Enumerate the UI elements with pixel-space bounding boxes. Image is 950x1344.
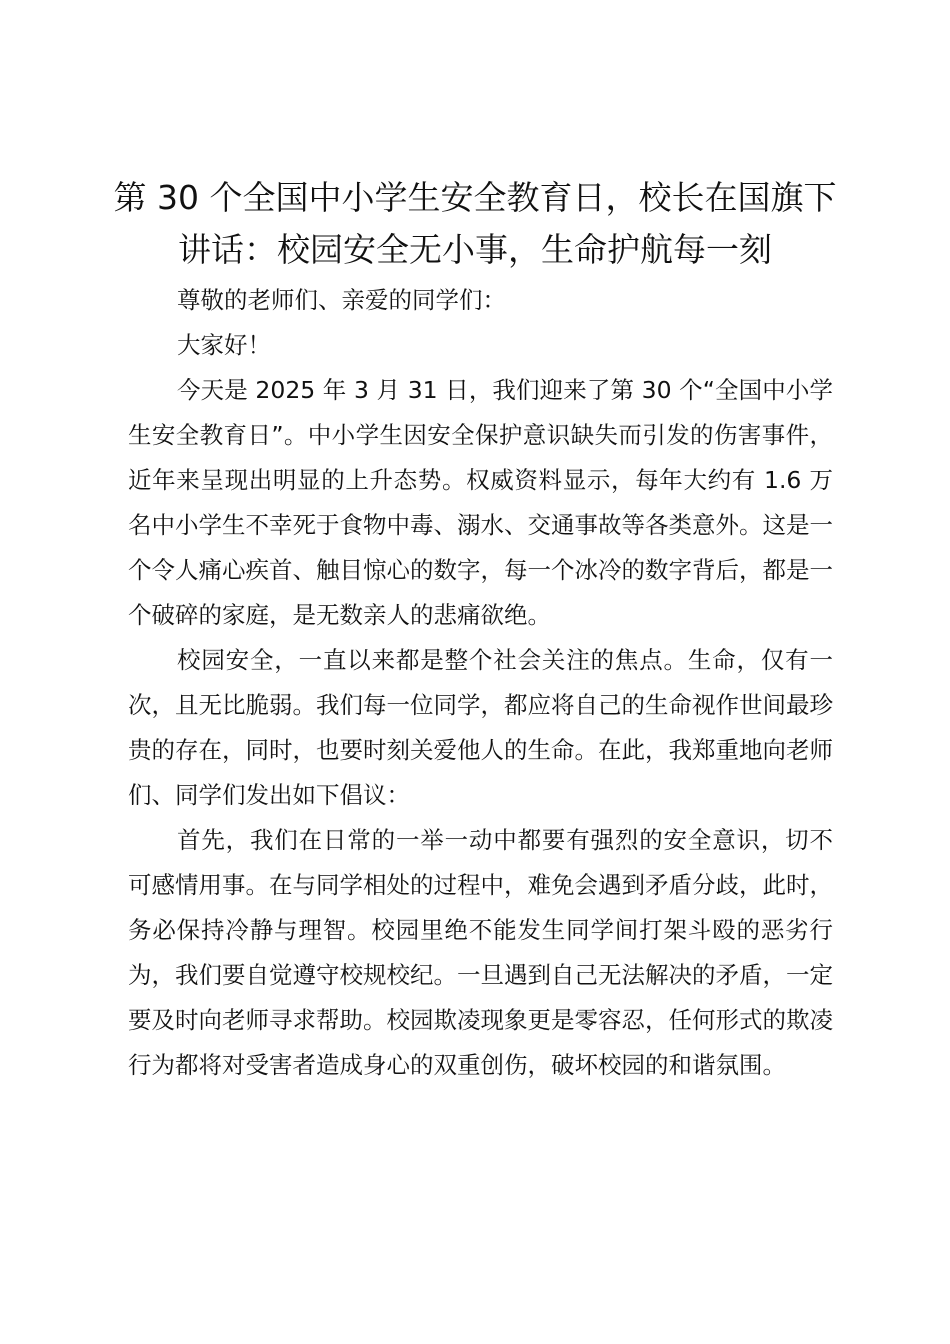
salutation: 尊敬的老师们、亲爱的同学们： <box>177 286 506 314</box>
document-title: 第 30 个全国中小学生安全教育日，校长在国旗下讲话：校园安全无小事，生命护航每一刻 <box>113 178 837 269</box>
greeting: 大家好！ <box>177 331 271 359</box>
body-paragraph: 首先，我们在日常的一举一动中都要有强烈的安全意识，切不可感情用事。在与同学相处的过程中，难免会遇到矛盾分歧，此时，务必保持冷静与理智。校园里绝不能发生同学间打架斗殴的恶劣行为，我们要自觉遵守校规校纪。一旦遇到自己无法解决的矛盾，一定要及时向老师寻求帮助。校园欺凌现象更是零容忍，任何形式的欺凌行为都将对受害者造成身心的双重创伤，破坏校园的和谐氛围。 <box>128 826 833 1079</box>
body-paragraph: 今天是 2025 年 3 月 31 日，我们迎来了第 30 个“全国中小学生安全教育日”。中小学生因安全保护意识缺失而引发的伤害事件，近年来呈现出明显的上升态势。权威资料显示，每年大约有 1.6 万名中小学生不幸死于食物中毒、溺水、交通事故等各类意外。这是一个令人痛心疾首、触目惊心的数字，每一个冰冷的数字背后，都是一个破碎的家庭，是无数亲人的悲痛欲绝。 <box>128 376 833 629</box>
body-paragraph: 校园安全，一直以来都是整个社会关注的焦点。生命，仅有一次，且无比脆弱。我们每一位同学，都应将自己的生命视作世间最珍贵的存在，同时，也要时刻关爱他人的生命。在此，我郑重地向老师们、同学们发出如下倡议： <box>128 646 833 809</box>
document-body <box>128 278 833 1088</box>
